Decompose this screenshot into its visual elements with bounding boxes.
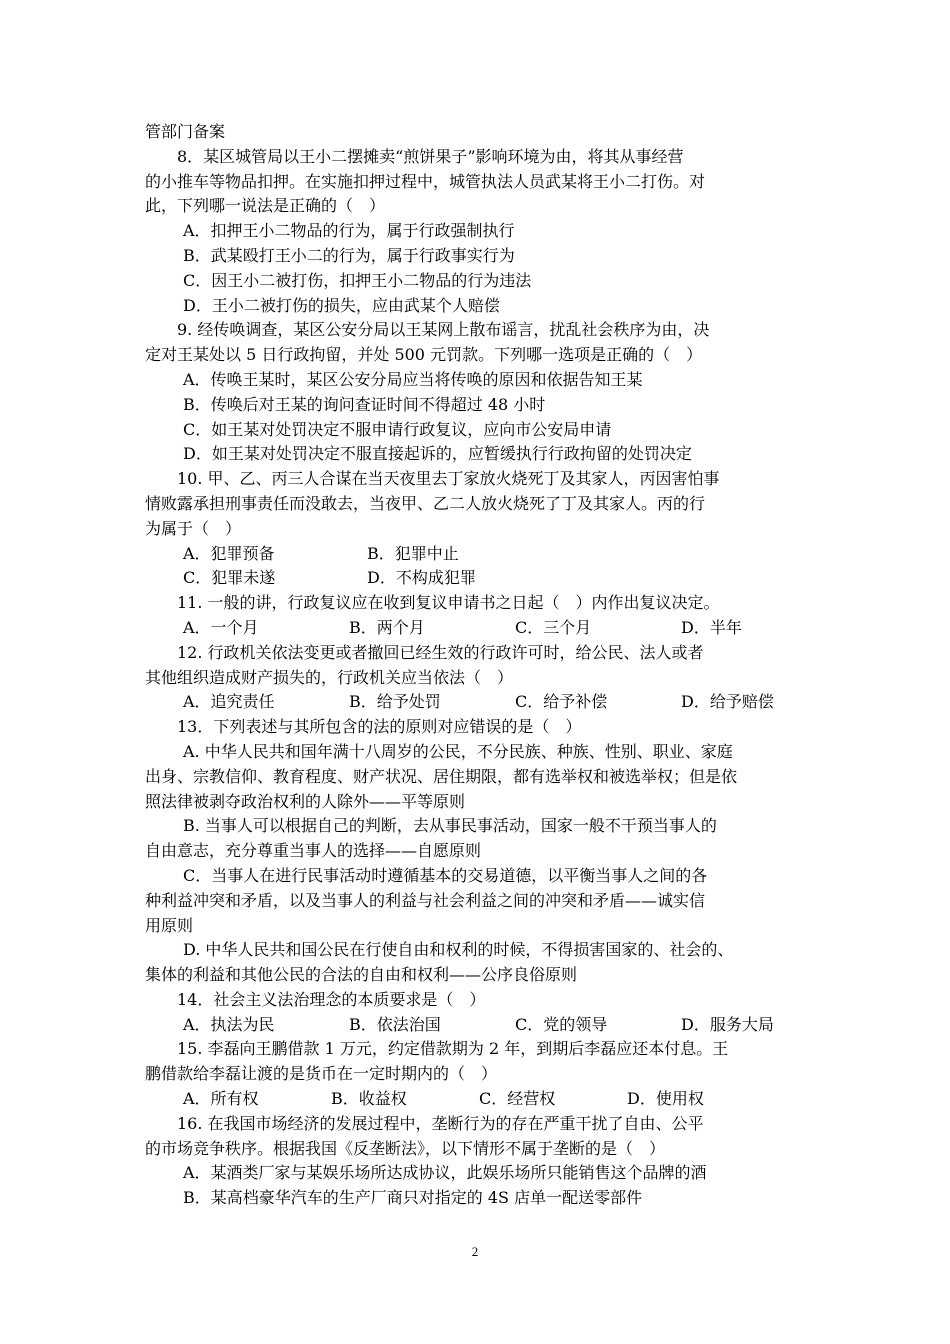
question-13-stem: 13．下列表述与其所包含的法的原则对应错误的是（ ） — [177, 717, 582, 737]
option-row — [145, 1013, 815, 1038]
question-8-stem: 8．某区城管局以王小二摆摊卖“煎饼果子”影响环境为由，将其从事经营 — [177, 146, 684, 166]
option-d: D．不构成犯罪 — [367, 568, 476, 588]
text-line: 自由意志，充分尊重当事人的选择——自愿原则 — [145, 841, 482, 861]
question-12-stem: 12. 行政机关依法变更或者撤回已经生效的行政许可时，给公民、法人或者 — [177, 642, 704, 662]
option-a: A．犯罪预备 — [183, 543, 275, 563]
option-d: D．使用权 — [627, 1089, 704, 1109]
option-c: C．经营权 — [479, 1089, 556, 1109]
option-line: D．王小二被打伤的损失，应由武某个人赔偿 — [183, 295, 500, 315]
option-row — [145, 690, 815, 715]
option-c: C．犯罪未遂 — [183, 568, 276, 588]
option-line: B. 当事人可以根据自己的判断，去从事民事活动，国家一般不干预当事人的 — [183, 816, 717, 836]
text-line: 的小推车等物品扣押。在实施扣押过程中，城管执法人员武某将王小二打伤。对 — [145, 171, 706, 191]
text-line: 出身、宗教信仰、教育程度、财产状况、居住期限，都有选举权和被选举权；但是依 — [145, 766, 738, 786]
question-16-stem: 16. 在我国市场经济的发展过程中，垄断行为的存在严重干扰了自由、公平 — [177, 1113, 704, 1133]
option-a: A．追究责任 — [183, 692, 275, 712]
question-11-stem: 11. 一般的讲，行政复议应在收到复议申请书之日起（ ）内作出复议决定。 — [177, 593, 720, 613]
option-line: D. 中华人民共和国公民在行使自由和权利的时候，不得损害国家的、社会的、 — [183, 940, 734, 960]
text-line: 集体的利益和其他公民的合法的自由和权利——公序良俗原则 — [145, 965, 578, 985]
text-line: 用原则 — [145, 915, 194, 935]
text-line: 其他组织造成财产损失的，行政机关应当依法（ ） — [145, 667, 514, 687]
option-d: D．服务大局 — [681, 1014, 774, 1034]
text-line: 鹏借款给李磊让渡的是货币在一定时期内的（ ） — [145, 1064, 498, 1084]
option-line: C．如王某对处罚决定不服申请行政复议，应向市公安局申请 — [183, 419, 612, 439]
option-d: D．半年 — [681, 617, 742, 637]
question-15-stem: 15. 李磊向王鹏借款 1 万元，约定借款期为 2 年，到期后李磊应还本付息。王 — [177, 1039, 729, 1059]
option-line: B．传唤后对王某的询问查证时间不得超过 48 小时 — [183, 394, 546, 414]
option-c: C．党的领导 — [515, 1014, 608, 1034]
option-row — [145, 542, 815, 567]
text-line: 情败露承担刑事责任而没敢去，当夜甲、乙二人放火烧死了丁及其家人。丙的行 — [145, 493, 706, 513]
text-line: 种利益冲突和矛盾，以及当事人的利益与社会利益之间的冲突和矛盾——诚实信 — [145, 890, 706, 910]
option-d: D．给予赔偿 — [681, 692, 774, 712]
option-row — [145, 566, 815, 591]
text-line: 管部门备案 — [145, 122, 226, 141]
option-row — [145, 616, 815, 641]
option-b: B．收益权 — [331, 1089, 407, 1109]
option-a: A．一个月 — [183, 617, 259, 637]
option-line: A. 中华人民共和国年满十八周岁的公民，不分民族、种族、性别、职业、家庭 — [183, 741, 733, 761]
option-line: A．扣押王小二物品的行为，属于行政强制执行 — [183, 221, 515, 241]
option-b: B．两个月 — [349, 617, 425, 637]
option-line: B．某高档豪华汽车的生产厂商只对指定的 4S 店单一配送零部件 — [183, 1188, 643, 1208]
option-line: C．当事人在进行民事活动时遵循基本的交易道德，以平衡当事人之间的各 — [183, 865, 708, 885]
question-9-stem: 9. 经传唤调查，某区公安分局以王某网上散布谣言，扰乱社会秩序为由，决 — [177, 320, 710, 340]
text-line: 此，下列哪一说法是正确的（ ） — [145, 196, 386, 216]
option-a: A．执法为民 — [183, 1014, 275, 1034]
page-number: 2 — [471, 1244, 479, 1259]
option-b: B．犯罪中止 — [367, 543, 459, 563]
page-content — [145, 120, 815, 1211]
text-line: 定对王某处以 5 日行政拘留，并处 500 元罚款。下列哪一选项是正确的（ ） — [145, 345, 703, 365]
option-b: B．给予处罚 — [349, 692, 441, 712]
option-line: D．如王某对处罚决定不服直接起诉的，应暂缓执行行政拘留的处罚决定 — [183, 444, 692, 464]
option-line: A．某酒类厂家与某娱乐场所达成协议，此娱乐场所只能销售这个品牌的酒 — [183, 1163, 707, 1183]
question-14-stem: 14．社会主义法治理念的本质要求是（ ） — [177, 989, 486, 1009]
option-c: C．三个月 — [515, 617, 592, 637]
text-line: 照法律被剥夺政治权利的人除外——平等原则 — [145, 791, 466, 811]
option-line: C．因王小二被打伤，扣押王小二物品的行为违法 — [183, 270, 532, 290]
question-10-stem: 10. 甲、乙、丙三人合谋在当天夜里去丁家放火烧死丁及其家人，丙因害怕事 — [177, 469, 720, 489]
text-line: 为属于（ ） — [145, 518, 242, 538]
option-line: A．传唤王某时，某区公安分局应当将传唤的原因和依据告知王某 — [183, 369, 643, 389]
option-c: C．给予补偿 — [515, 692, 608, 712]
option-b: B．依法治国 — [349, 1014, 441, 1034]
option-row — [145, 1087, 815, 1112]
text-line: 的市场竞争秩序。根据我国《反垄断法》，以下情形不属于垄断的是（ ） — [145, 1138, 666, 1158]
option-line: B．武某殴打王小二的行为，属于行政事实行为 — [183, 245, 515, 265]
option-a: A．所有权 — [183, 1089, 259, 1109]
